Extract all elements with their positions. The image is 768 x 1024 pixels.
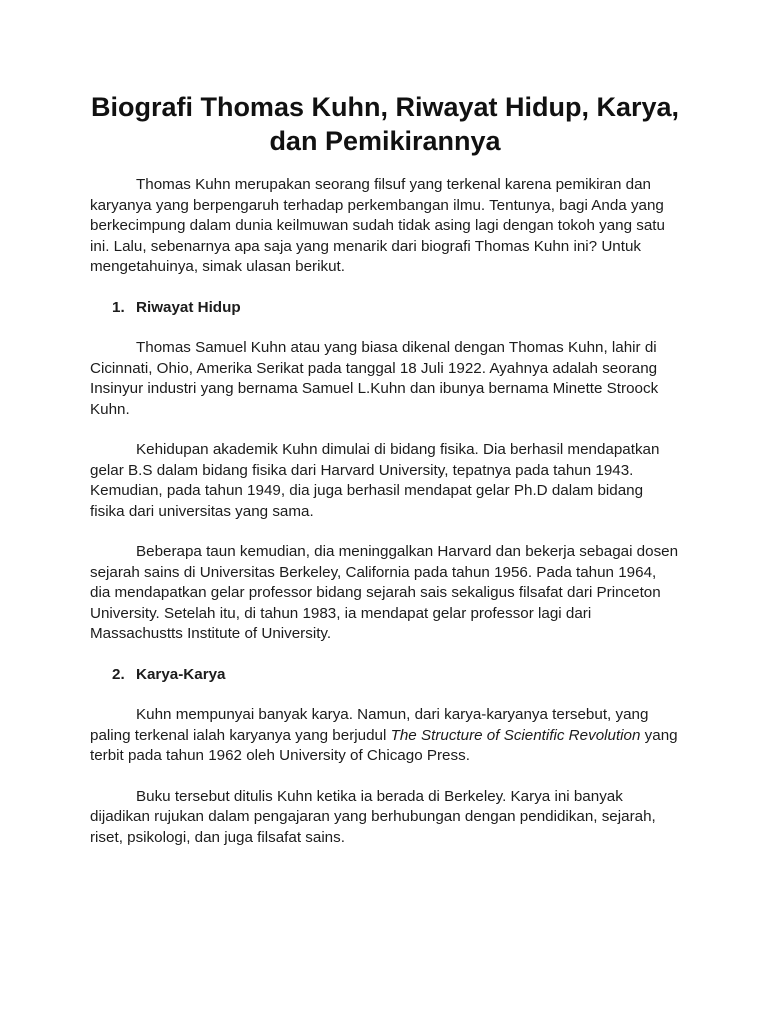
section-number: 2. bbox=[112, 665, 125, 683]
section-heading-label: Karya-Karya bbox=[136, 665, 226, 683]
section-heading-label: Riwayat Hidup bbox=[136, 298, 241, 316]
intro-paragraph: Thomas Kuhn merupakan seorang filsuf yang terkenal karena pemikiran dan karyanya yang berpengaruh terhadap perkembangan ilmu. Tentunya, bagi Anda yang berkecimpung dalam dunia keilmuwan sudah tidak asing lagi dengan tokoh yang satu ini. Lalu, sebenarnya apa saja yang menarik dari biografi Thomas Kuhn ini? Untuk mengetahuinya, simak ulasan berikut. bbox=[90, 176, 665, 275]
works-text-after: yang terbit pada tahun 1962 oleh University of Chicago Press. bbox=[90, 726, 678, 764]
paragraph-academic: Kehidupan akademik Kuhn dimulai di bidang fisika. Dia berhasil mendapatkan gelar B.S dalam bidang fisika dari Harvard University, tepatnya pada tahun 1943. Kemudian, pada tahun 1949, dia juga berhasil mendapat gelar Ph.D dalam bidang fisika dari universitas yang sama. bbox=[90, 441, 660, 520]
paragraph-works bbox=[90, 705, 680, 767]
paragraph-career: Beberapa taun kemudian, dia meninggalkan Harvard dan bekerja sebagai dosen sejarah sains di Universitas Berkeley, California pada tahun 1956. Pada tahun 1964, dia mendapatkan gelar professor bidang sejarah sais sekaligus filsafat dari Princeton University. Setelah itu, di tahun 1983, ia mendapat gelar professor lagi dari Massachustts Institute of University. bbox=[90, 543, 679, 642]
section-heading-riwayat-hidup bbox=[90, 298, 680, 319]
paragraph-birth: Thomas Samuel Kuhn atau yang biasa dikenal dengan Thomas Kuhn, lahir di Cicinnati, Ohio, Amerika Serikat pada tanggal 18 Juli 1922. Ayahnya adalah seorang Insinyur industri yang bernama Samuel L.Kuhn dan ibunya bernama Minette Stroock Kuhn. bbox=[90, 339, 659, 418]
title-line-2: dan Pemikirannya bbox=[269, 126, 501, 156]
document-title bbox=[90, 90, 680, 158]
works-text-before: Kuhn mempunyai banyak karya. Namun, dari karya-karyanya tersebut, yang paling terkenal ialah karyanya yang berjudul bbox=[90, 706, 649, 744]
section-number: 1. bbox=[112, 298, 125, 316]
section-heading-karya-karya bbox=[90, 665, 680, 686]
book-title: The Structure of Scientific Revolution bbox=[390, 726, 641, 744]
title-line-1: Biografi Thomas Kuhn, Riwayat Hidup, Karya, bbox=[90, 92, 680, 122]
document-page bbox=[90, 90, 680, 848]
paragraph-book: Buku tersebut ditulis Kuhn ketika ia berada di Berkeley. Karya ini banyak dijadikan rujukan dalam pengajaran yang berhubungan dengan pendidikan, sejarah, riset, psikologi, dan juga filsafat sains. bbox=[90, 787, 656, 846]
